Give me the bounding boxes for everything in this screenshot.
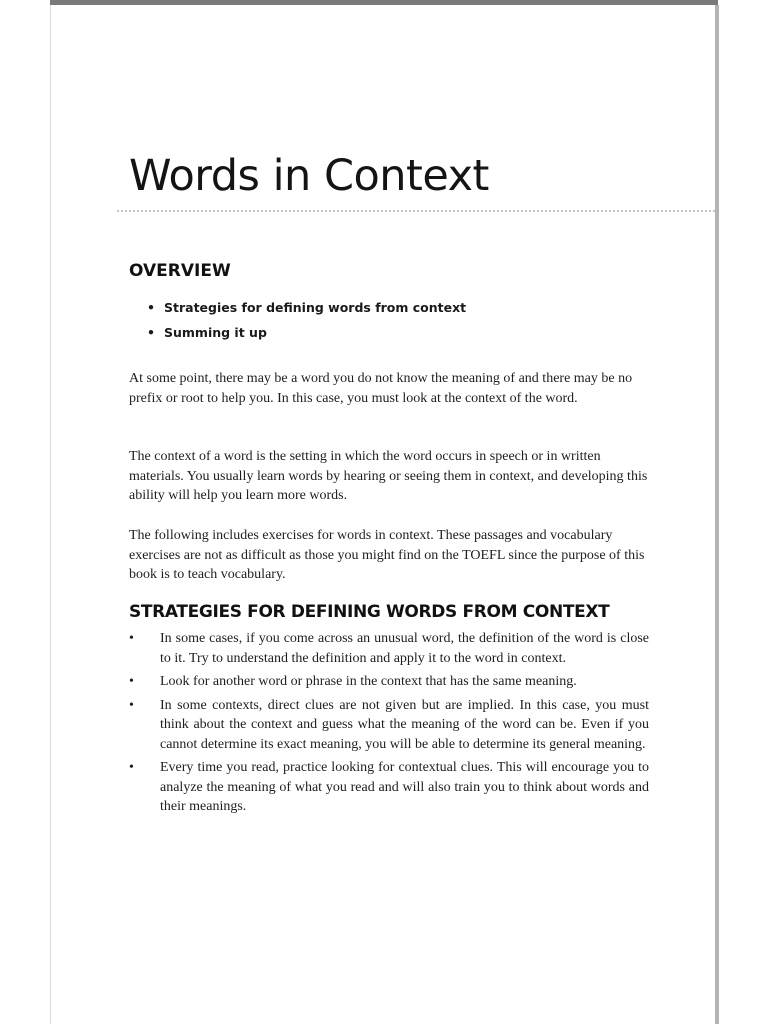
title-dotted-rule [117,210,715,212]
context-definition-paragraph: The context of a word is the setting in which the word occurs in speech or in written materials. You usually learn words by hearing or seeing them in context, and developing this ability will help you learn more words. [129,449,648,503]
strategy-item [129,696,649,755]
chapter-title: Words in Context [129,151,489,201]
overview-list [145,295,466,345]
strategies-heading: STRATEGIES FOR DEFINING WORDS FROM CONTEXT [129,602,610,622]
bullet-icon: • [129,760,134,775]
strategy-item-text: In some cases, if you come across an unusual word, the definition of the word is close to it. Try to understand the definition and apply it to the word in context. [160,631,649,666]
bullet-icon: • [147,325,155,340]
overview-item-text: Summing it up [164,325,267,340]
strategy-item-text: Look for another word or phrase in the context that has the same meaning. [160,674,577,689]
strategy-item-text: In some contexts, direct clues are not given but are implied. In this case, you must think about the context and guess what the meaning of the word can be. Even if you cannot determine its exact meaning, you will be able to determine its general meaning. [160,697,649,752]
bullet-icon: • [147,300,155,315]
overview-item [145,320,466,345]
overview-heading: OVERVIEW [129,261,231,281]
intro-paragraph: At some point, there may be a word you do not know the meaning of and there may be no prefix or root to help you. In this case, you must look at the context of the word. [129,371,633,406]
overview-item-text: Strategies for defining words from context [164,300,467,315]
book-page[interactable] [50,5,719,1024]
strategies-list [129,629,649,821]
exercises-note-paragraph: The following includes exercises for words in context. These passages and vocabulary exercises are not as difficult as those you might find on the TOEFL since the purpose of this book is to teach vocabulary. [129,528,645,582]
overview-item [145,295,466,320]
strategy-item [129,629,649,668]
strategy-item [129,758,649,817]
bullet-icon: • [129,697,134,713]
strategy-item-text: Every time you read, practice looking for contextual clues. This will encourage you to analyze the meaning of what you read and will also train you to think about words and their meanings. [160,760,649,814]
bullet-icon: • [129,674,134,689]
bullet-icon: • [129,631,134,646]
strategy-item [129,672,649,692]
